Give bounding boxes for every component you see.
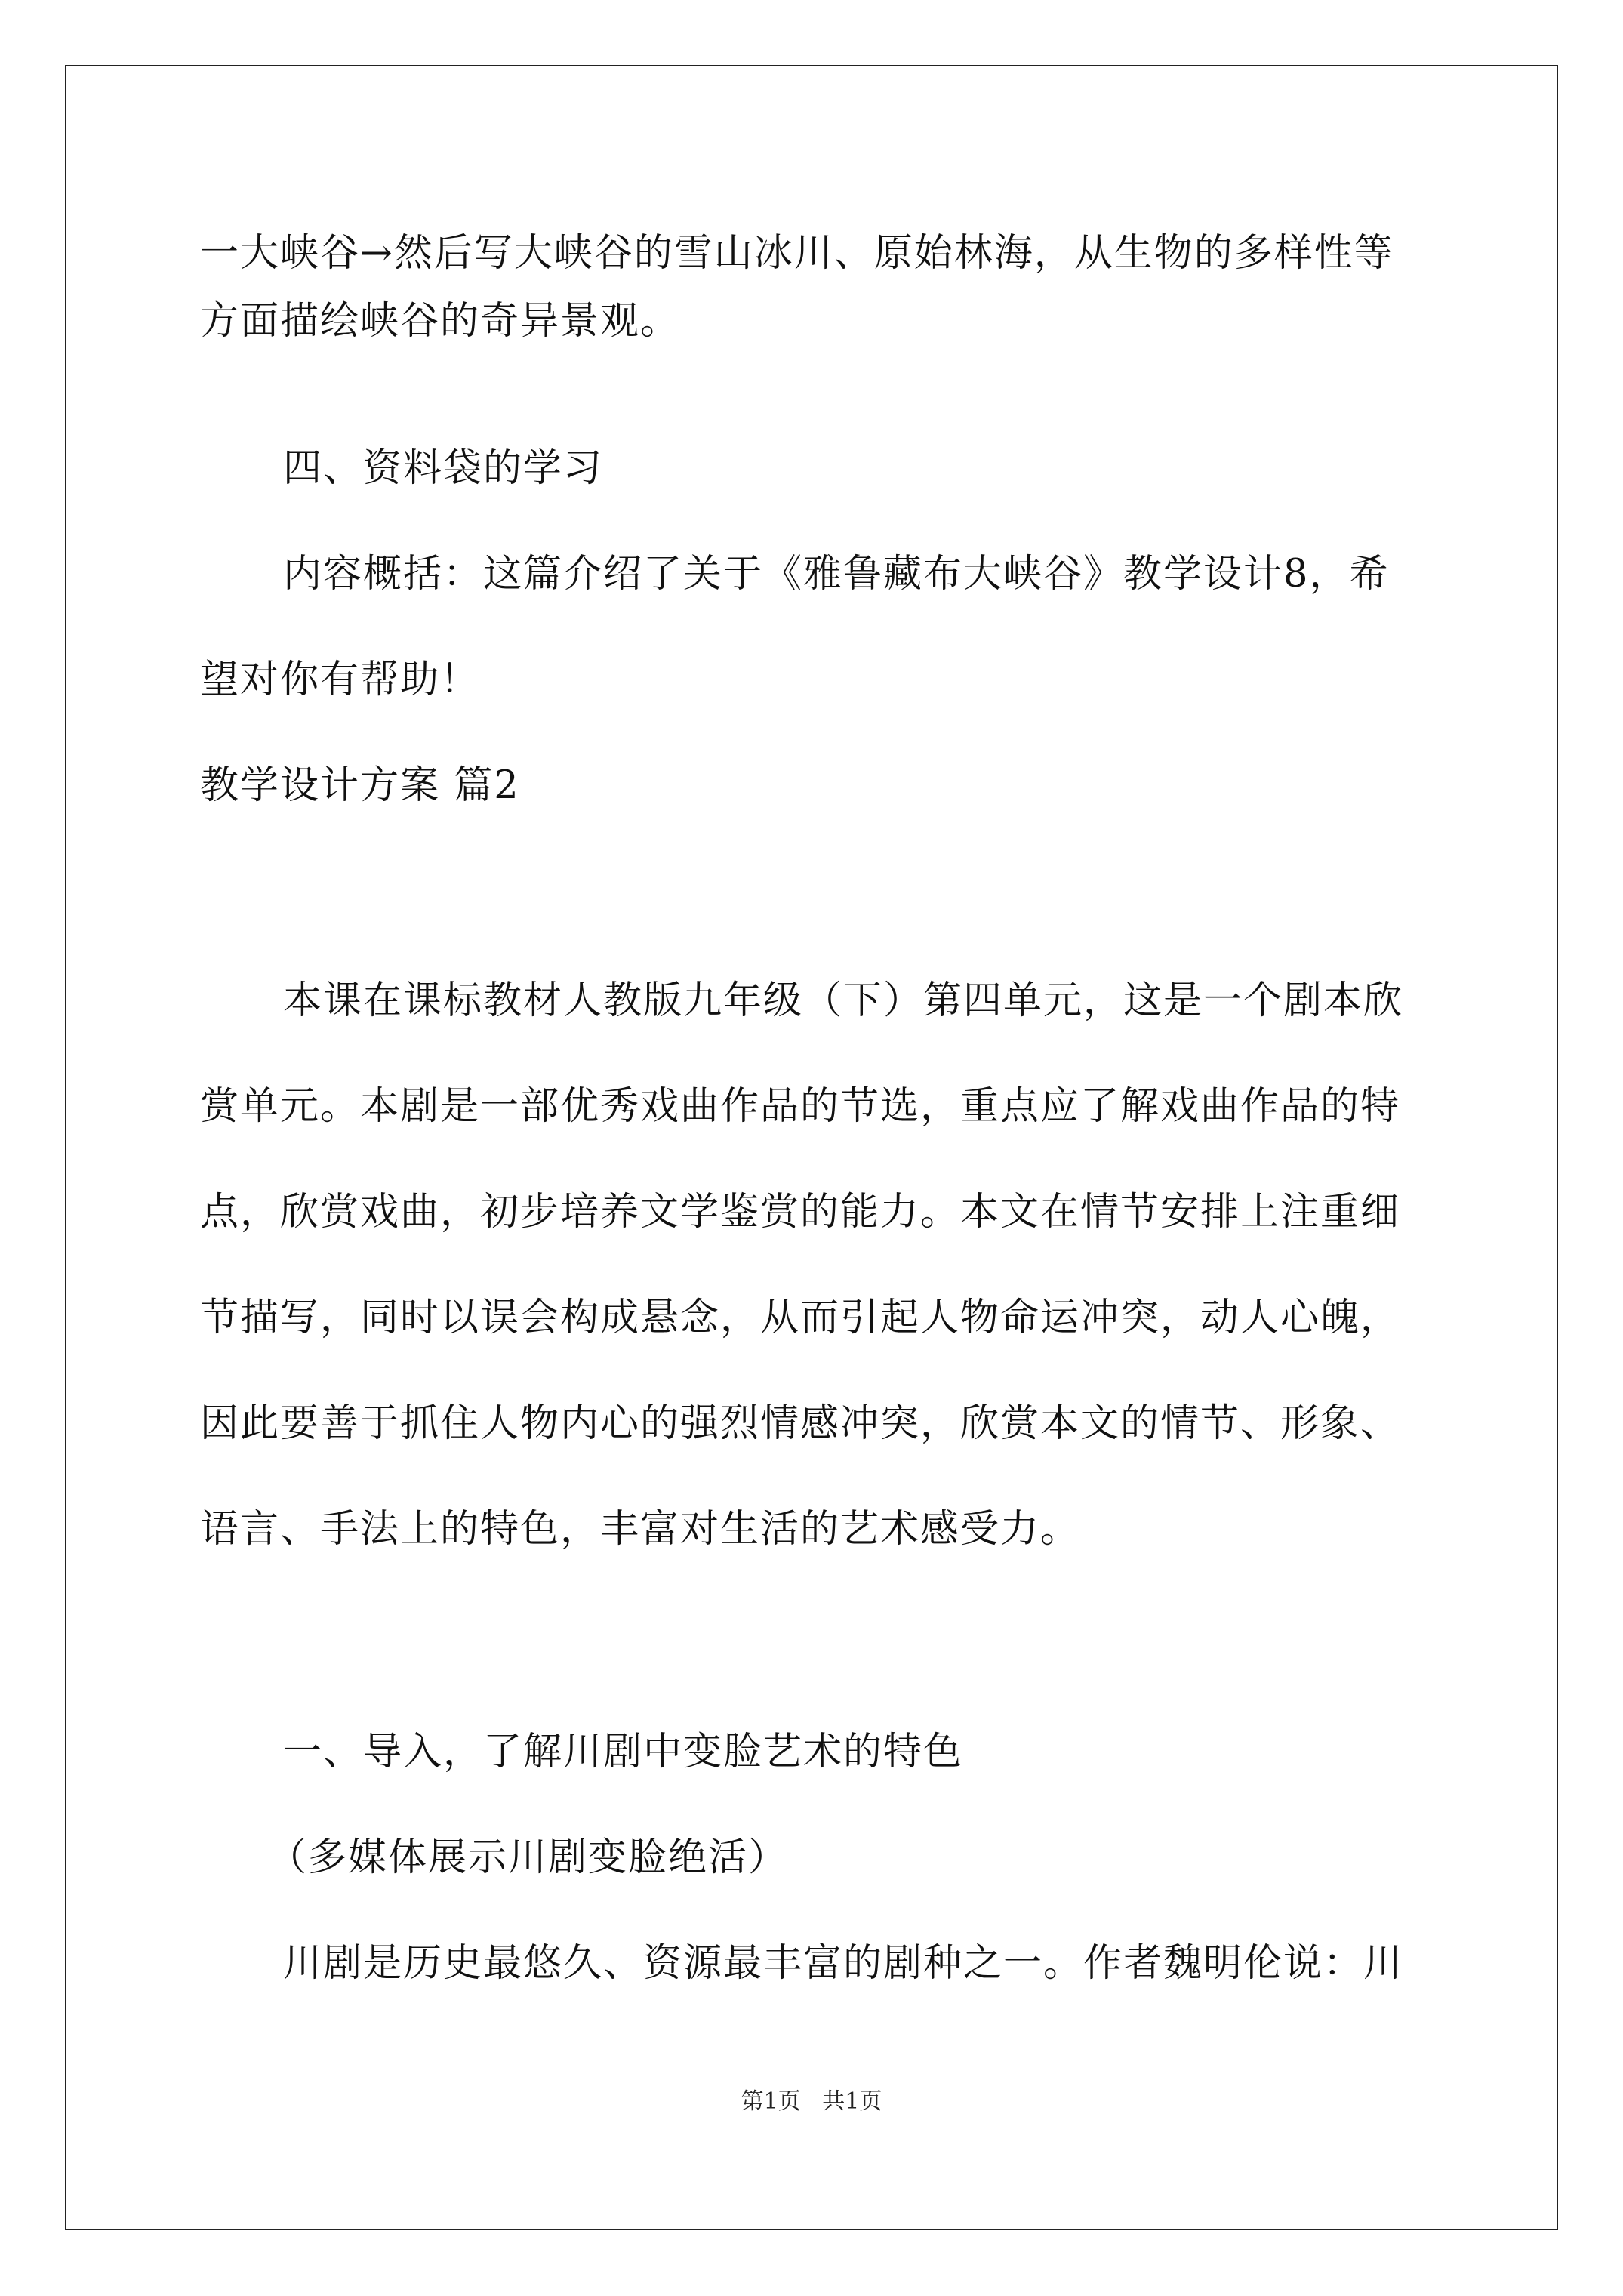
paragraph-line: 内容概括：这篇介绍了关于《雅鲁藏布大峡谷》教学设计8，希 xyxy=(283,552,1390,596)
page-footer: 第1页 共1页 xyxy=(741,2088,882,2115)
paragraph-line: 语言、手法上的特色，丰富对生活的艺术感受力。 xyxy=(200,1507,1081,1552)
paragraph-line: （多媒体展示川剧变脸绝活） xyxy=(268,1835,789,1880)
paragraph-line: 点，欣赏戏曲，初步培养文学鉴赏的能力。本文在情节安排上注重细 xyxy=(200,1190,1401,1234)
page-border xyxy=(65,65,1558,2230)
paragraph-line: 本课在课标教材人教版九年级（下）第四单元，这是一个剧本欣 xyxy=(283,978,1404,1023)
paragraph-line: 一大峡谷→然后写大峡谷的雪山冰川、原始林海，从生物的多样性等 xyxy=(200,231,1394,276)
paragraph-line: 节描写，同时以误会构成悬念，从而引起人物命运冲突，动人心魄， xyxy=(200,1296,1401,1340)
section-title: 教学设计方案 篇2 xyxy=(200,763,520,808)
paragraph-line: 川剧是历史最悠久、资源最丰富的剧种之一。作者魏明伦说：川 xyxy=(283,1941,1404,1986)
paragraph-line: 因此要善于抓住人物内心的强烈情感冲突，欣赏本文的情节、形象、 xyxy=(200,1401,1401,1446)
paragraph-line: 赏单元。本剧是一部优秀戏曲作品的节选，重点应了解戏曲作品的特 xyxy=(200,1084,1401,1129)
paragraph-line: 方面描绘峡谷的奇异景观。 xyxy=(200,299,681,344)
section-heading: 四、资料袋的学习 xyxy=(283,446,604,491)
section-heading: 一、导入，了解川剧中变脸艺术的特色 xyxy=(283,1730,964,1774)
paragraph-line: 望对你有帮助！ xyxy=(200,658,481,702)
